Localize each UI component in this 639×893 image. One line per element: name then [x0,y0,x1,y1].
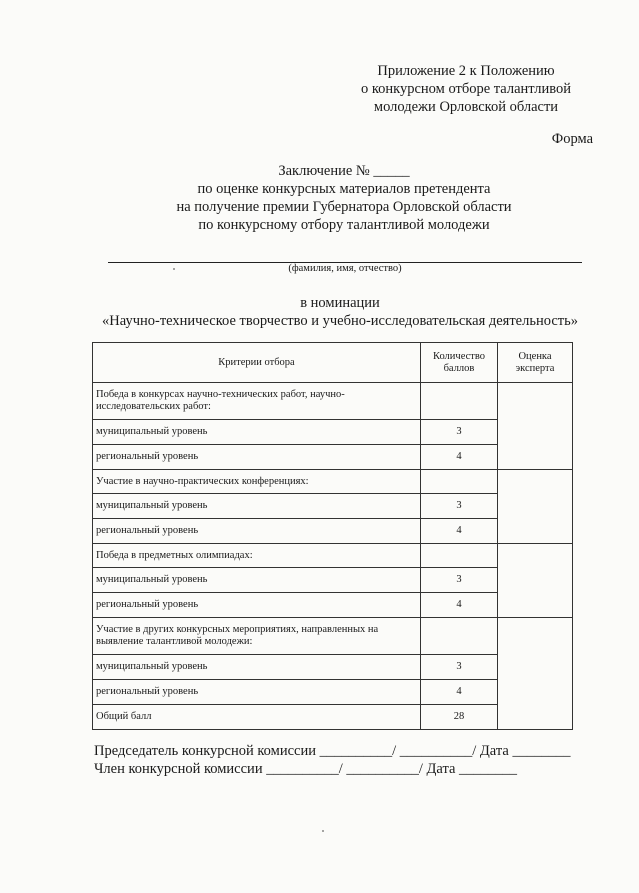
points-cell [421,544,498,568]
form-label: Форма [551,131,593,147]
title-line: по конкурсному отбору талантливой молодежи [198,217,490,233]
group-title-row [93,544,573,568]
chair-signature-line: Председатель конкурсной комиссии __________/ __________/ Дата ________ [94,743,571,759]
table-header-row [93,343,573,383]
level-label: муниципальный уровень [93,420,421,445]
expert-score-cell[interactable] [498,383,573,470]
expert-score-cell[interactable] [498,618,573,730]
points-value: 3 [421,568,498,593]
group-title: Победа в предметных олимпиадах: [93,544,421,568]
total-points: 28 [421,705,498,730]
title-line: Заключение № _____ [278,163,410,179]
total-label: Общий балл [93,705,421,730]
level-label: муниципальный уровень [93,494,421,519]
level-label: региональный уровень [93,445,421,470]
points-cell [421,383,498,420]
level-label: региональный уровень [93,680,421,705]
header-expert: Оценка эксперта [498,343,573,383]
member-signature-line: Член конкурсной комиссии __________/ __________/ Дата ________ [94,761,518,777]
criteria-table [92,342,573,730]
header-points: Количество баллов [421,343,498,383]
nomination [60,294,620,330]
points-value: 4 [421,680,498,705]
points-cell [421,470,498,494]
nomination-label: в номинации [300,295,380,311]
group-title: Участие в других конкурсных мероприятиях, направленных на выявление талантливой молодежи: [93,618,421,655]
appendix-line: молодежи Орловской области [373,99,559,115]
points-value: 4 [421,593,498,618]
expert-score-cell[interactable] [498,544,573,618]
title-line: на получение премии Губернатора Орловской области [176,199,512,215]
header-criteria: Критерии отбора [93,343,421,383]
appendix-line: Приложение 2 к Положению [377,63,555,79]
title-line: по оценке конкурсных материалов претендента [197,181,491,197]
points-value: 4 [421,445,498,470]
points-value: 3 [421,655,498,680]
level-label: муниципальный уровень [93,655,421,680]
scan-speck [173,268,175,270]
group-title-row [93,383,573,420]
document-title [100,162,588,234]
level-label: региональный уровень [93,593,421,618]
appendix-line: о конкурсном отборе талантливой [360,81,572,97]
points-value: 3 [421,494,498,519]
level-label: региональный уровень [93,519,421,544]
nomination-title: «Научно-техническое творчество и учебно-исследовательская деятельность» [102,313,578,329]
expert-score-cell[interactable] [498,470,573,544]
group-title: Победа в конкурсах научно-технических работ, научно-исследовательских работ: [93,383,421,420]
appendix-header [330,62,602,116]
name-field-caption: (фамилия, имя, отчество) [288,263,402,274]
group-title-row [93,470,573,494]
points-cell [421,618,498,655]
scan-speck [322,830,324,832]
points-value: 4 [421,519,498,544]
level-label: муниципальный уровень [93,568,421,593]
points-value: 3 [421,420,498,445]
group-title-row [93,618,573,655]
group-title: Участие в научно-практических конференциях: [93,470,421,494]
